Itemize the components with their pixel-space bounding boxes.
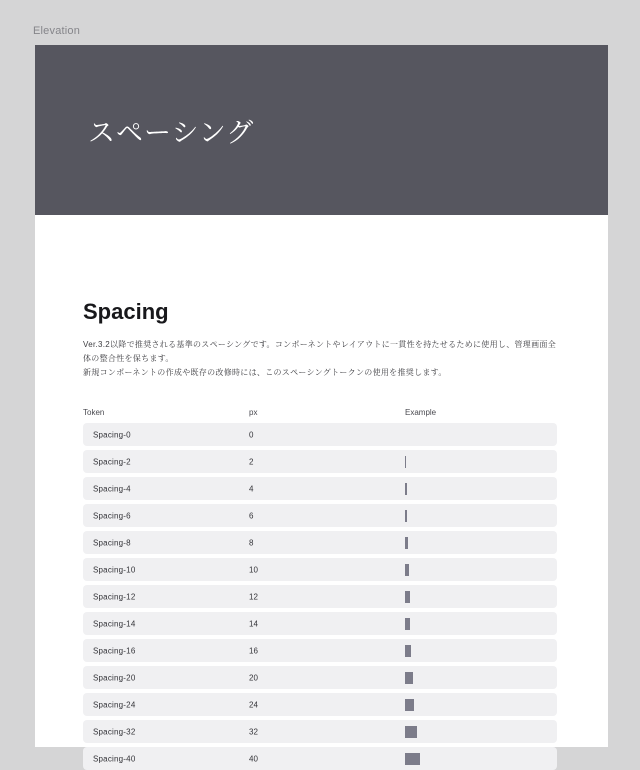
token-cell: Spacing-0 (93, 430, 131, 439)
spacing-example-swatch (405, 510, 407, 522)
px-cell: 8 (249, 538, 254, 547)
px-cell: 14 (249, 619, 258, 628)
token-cell: Spacing-40 (93, 754, 136, 763)
px-cell: 12 (249, 592, 258, 601)
table-row (83, 504, 557, 527)
token-cell: Spacing-4 (93, 484, 131, 493)
spacing-example-swatch (405, 645, 411, 657)
section-heading: Spacing (83, 299, 169, 324)
page-top-label: Elevation (33, 25, 81, 37)
table-row (83, 612, 557, 635)
token-cell: Spacing-14 (93, 619, 136, 628)
table-row (83, 585, 557, 608)
description-line-1: Ver.3.2以降で推奨される基準のスペーシングです。コンポーネントやレイアウトに一貫性を持たせるために使用し、管理画面全体の整合性を保ちます。 (83, 340, 557, 363)
column-header-px: px (249, 408, 258, 417)
spacing-example-swatch (405, 699, 414, 711)
px-cell: 16 (249, 646, 258, 655)
table-row (83, 693, 557, 716)
spacing-example-swatch (405, 537, 408, 549)
token-cell: Spacing-10 (93, 565, 136, 574)
hero-banner (35, 45, 608, 215)
token-cell: Spacing-16 (93, 646, 136, 655)
table-row (83, 423, 557, 446)
table-row (83, 558, 557, 581)
table-row (83, 450, 557, 473)
description-line-2: 新規コンポーネントの作成や既存の改修時には、このスペーシングトークンの使用を推奨します。 (83, 368, 447, 377)
column-header-example: Example (405, 408, 437, 417)
token-cell: Spacing-2 (93, 457, 131, 466)
token-cell: Spacing-8 (93, 538, 131, 547)
token-cell: Spacing-20 (93, 673, 136, 682)
table-row (83, 531, 557, 554)
table-row (83, 720, 557, 743)
spacing-example-swatch (405, 618, 410, 630)
table-row (83, 477, 557, 500)
spacing-example-swatch (405, 483, 407, 495)
spacing-example-swatch (405, 564, 409, 576)
document-card (35, 45, 608, 763)
table-row (83, 666, 557, 689)
px-cell: 24 (249, 700, 258, 709)
section-description (83, 338, 557, 380)
spacing-example-swatch (405, 672, 413, 684)
table-header-row (83, 408, 557, 423)
token-cell: Spacing-6 (93, 511, 131, 520)
table-body (83, 423, 557, 770)
px-cell: 10 (249, 565, 258, 574)
token-cell: Spacing-12 (93, 592, 136, 601)
px-cell: 4 (249, 484, 254, 493)
token-cell: Spacing-32 (93, 727, 136, 736)
column-header-token: Token (83, 408, 105, 417)
table-row (83, 747, 557, 770)
spacing-example-swatch (405, 591, 410, 603)
content-area (35, 297, 608, 770)
token-cell: Spacing-24 (93, 700, 136, 709)
px-cell: 0 (249, 430, 254, 439)
px-cell: 40 (249, 754, 258, 763)
px-cell: 20 (249, 673, 258, 682)
table-row (83, 639, 557, 662)
px-cell: 2 (249, 457, 254, 466)
px-cell: 6 (249, 511, 254, 520)
px-cell: 32 (249, 727, 258, 736)
spacing-example-swatch (405, 753, 420, 765)
spacing-table (83, 408, 557, 770)
spacing-example-swatch (405, 726, 417, 738)
spacing-example-swatch (405, 456, 406, 468)
hero-title: スペーシング (88, 118, 255, 148)
